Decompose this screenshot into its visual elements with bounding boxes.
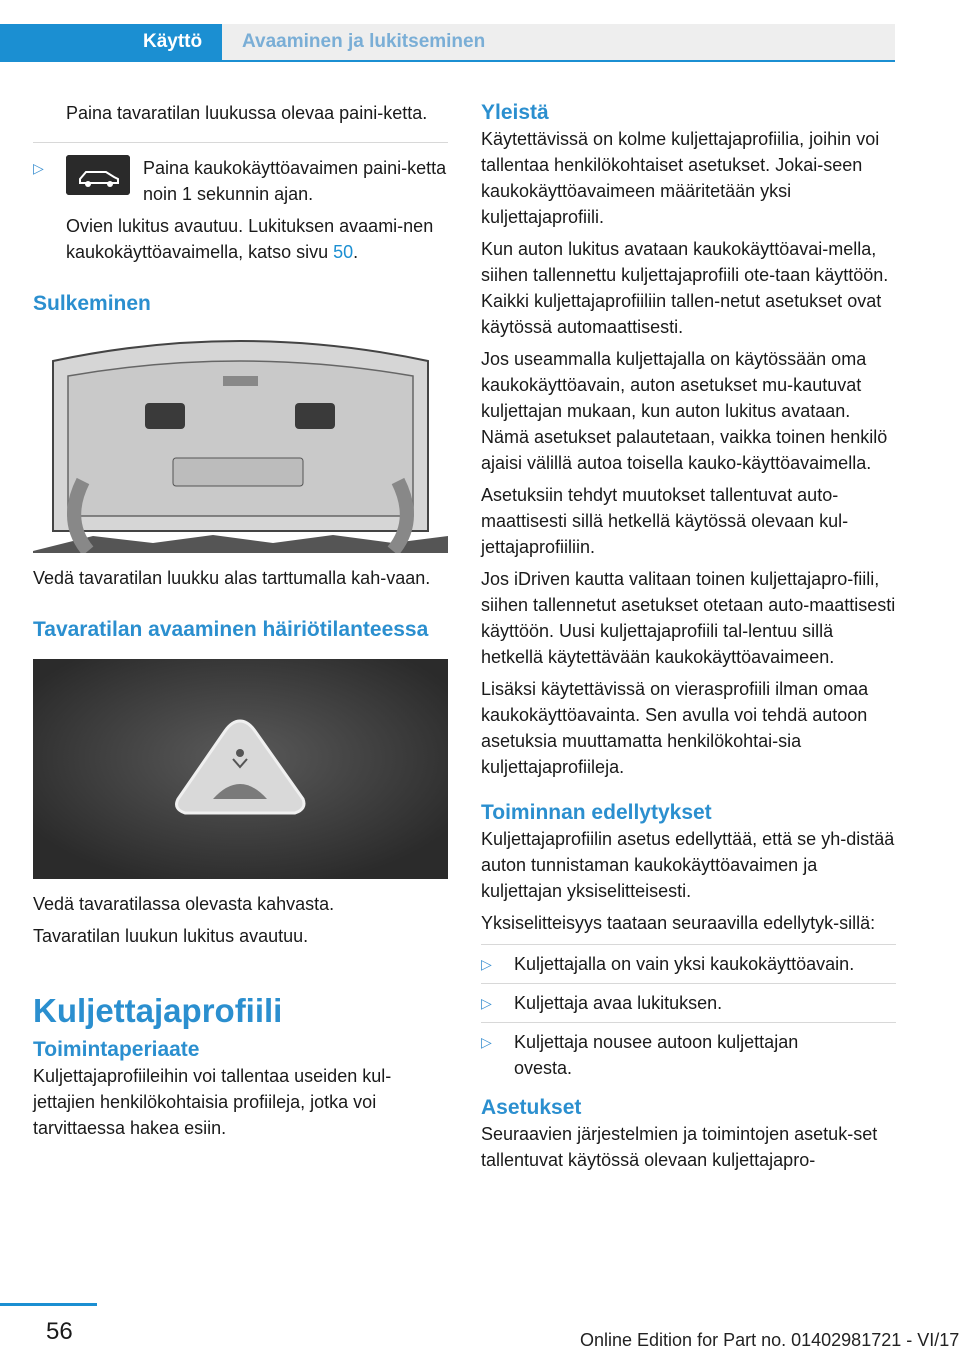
chapter-tab xyxy=(0,24,222,62)
paragraph: Paina tavaratilan luukussa olevaa paini-ketta. xyxy=(66,103,428,123)
section-heading: Toimintaperiaate xyxy=(33,1038,200,1061)
paragraph: Kun auton lukitus avataan kaukokäyttöavai-mella, siihen tallennettu kuljettajaprofiili ote-taan käyttöön. Kaikki kuljettajaprofiiliin tallen-netut asetukset ovat käytössä automaattisesti. xyxy=(481,239,889,337)
page-number: 56 xyxy=(46,1318,73,1345)
list-item-text: Kuljettaja avaa lukituksen. xyxy=(514,993,723,1013)
paragraph: Jos iDriven kautta valitaan toinen kuljettajapro-fiili, siihen tallennetut asetukset otetaan auto-maattisesti käyttöön. Uusi kuljettajaprofiili tal-lentuu sillä hetkellä käytettävään kaukokäyttöavaimeen. xyxy=(481,569,896,667)
section-tab xyxy=(222,24,895,62)
paragraph: Vedä tavaratilassa olevasta kahvasta. xyxy=(33,894,335,914)
bullet-text: Paina kaukokäyttöavaimen paini-ketta noin 1 sekunnin ajan. xyxy=(143,158,447,204)
list-item-text: Kuljettajalla on vain yksi kaukokäyttöavain. xyxy=(514,954,855,974)
footer-rule xyxy=(0,1303,97,1306)
paragraph: Vedä tavaratilan luukku alas tarttumalla kah-vaan. xyxy=(33,568,431,588)
section-heading: Toiminnan edellytykset xyxy=(481,801,712,824)
page-header xyxy=(0,0,895,62)
paragraph: Kuljettajaprofiileihin voi tallentaa useiden kul-jettajien henkilökohtaisia profiileja, jotka voi tarvittaessa hakea esiin. xyxy=(33,1066,392,1138)
triangle-bullet-icon: ▷ xyxy=(481,995,492,1011)
paragraph: Ovien lukitus avautuu. Lukituksen avaami-nen kaukokäyttöavaimella, katso sivu 50. xyxy=(66,216,434,262)
page-link[interactable]: 50 xyxy=(333,242,354,262)
car-key-button-icon xyxy=(66,155,130,195)
list-item xyxy=(481,1023,896,1095)
chapter-label: Käyttö xyxy=(143,31,203,52)
section-heading: Sulkeminen xyxy=(33,292,151,315)
paragraph: Tavaratilan luukun lukitus avautuu. xyxy=(33,926,309,946)
triangle-bullet-icon: ▷ xyxy=(33,160,44,176)
paragraph: Yksiselitteisyys taataan seuraavilla edellytyk-sillä: xyxy=(481,913,876,933)
triangle-bullet-icon: ▷ xyxy=(481,956,492,972)
list-item xyxy=(481,945,896,983)
right-column xyxy=(481,100,896,1173)
paragraph: Kuljettajaprofiilin asetus edellyttää, että se yh-distää auton tunnistaman kaukokäyttöavaimen ja kuljettajan yksiselitteisesti. xyxy=(481,829,895,901)
emergency-release-handle-image xyxy=(33,659,448,879)
paragraph: Seuraavien järjestelmien ja toimintojen asetuk-set tallentuvat käytössä olevaan kuljettajapro- xyxy=(481,1124,878,1170)
trunk-lid-image xyxy=(33,331,448,553)
section-heading: Asetukset xyxy=(481,1096,582,1119)
left-column xyxy=(33,100,448,1141)
edition-note: Online Edition for Part no. 01402981721 - VI/17 xyxy=(580,1330,960,1350)
paragraph: Lisäksi käytettävissä on vierasprofiili ilman omaa kaukokäyttöavainta. Sen avulla voi tehdä autoon asetuksia muuttamatta henkilökohtai-sia kuljettajaprofiileja. xyxy=(481,679,869,777)
section-heading: Yleistä xyxy=(481,101,549,124)
paragraph: Asetuksiin tehdyt muutokset tallentuvat auto-maattisesti sillä hetkellä käytössä olevaan kul-jettajaprofiiliin. xyxy=(481,485,849,557)
paragraph: Jos useammalla kuljettajalla on käytössään oma kaukokäyttöavain, auton asetukset mu-kautuvat kuljettajan mukaan, kun auton lukitus avataan. Nämä asetukset palautetaan, vaikka toinen henkilö ajaisi välillä autoa toisella kauko-käyttöavaimella. xyxy=(481,349,888,473)
paragraph: Käytettävissä on kolme kuljettajaprofiilia, joihin voi tallentaa henkilökohtaiset asetukset. Jokai-seen kaukokäyttöavaimeen määritetään yksi kuljettajaprofiili. xyxy=(481,129,880,227)
section-heading: Tavaratilan avaaminen häiriötilanteessa xyxy=(33,618,429,641)
section-label: Avaaminen ja lukitseminen xyxy=(242,31,486,52)
triangle-bullet-icon: ▷ xyxy=(481,1034,492,1050)
list-item xyxy=(481,984,896,1022)
list-item-text: Kuljettaja nousee autoon kuljettajan ovesta. xyxy=(514,1032,799,1078)
chapter-heading: Kuljettajaprofiili xyxy=(33,992,283,1029)
